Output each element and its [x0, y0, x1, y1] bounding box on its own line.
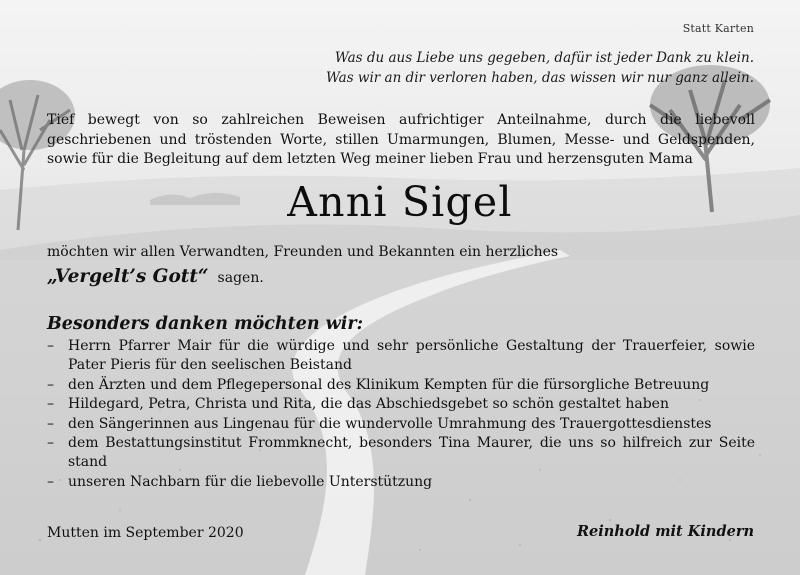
list-item	[47, 434, 755, 473]
list-item	[47, 395, 755, 414]
verse-line-2: Was wir an dir verloren haben, das wissen wir nur ganz allein.	[325, 70, 754, 86]
list-item-text: Hildegard, Petra, Christa und Rita, die das Abschiedsgebet so schön gestaltet haben	[68, 396, 669, 413]
list-item	[47, 473, 755, 492]
list-item-text: den Sängerinnen aus Lingenau für die wundervolle Umrahmung des Trauergottesdienstes	[68, 415, 712, 432]
list-item-text: dem Bestattungsinstitut Frommknecht, besonders Tina Maurer, die uns so hilfreich zur Seite stand	[68, 435, 755, 471]
deceased-name: Anni Sigel	[287, 178, 513, 226]
dash-bullet: –	[47, 376, 54, 393]
verse-line-1: Was du aus Liebe uns gegeben, dafür ist jeder Dank zu klein.	[334, 50, 754, 66]
place-date: Mutten im September 2020	[47, 525, 244, 541]
intro-paragraph: Tief bewegt von so zahlreichen Beweisen aufrichtiger Anteilnahme, durch die liebevoll geschriebenen und tröstenden Worte, stillen Umarmungen, Blumen, Messe- und Geldspenden, sowie für die Begleitung auf dem letzten Weg meiner lieben Frau und herzensguten Mama	[47, 112, 755, 168]
vergelts-gott-text: „Vergelt’s Gott“	[47, 266, 209, 287]
list-item-text: unseren Nachbarn für die liebevolle Unterstützung	[68, 473, 433, 490]
list-item	[47, 415, 755, 434]
statt-karten-note: Statt Karten	[682, 22, 754, 35]
list-item-text: den Ärzten und dem Pflegepersonal des Klinikum Kempten für die fürsorgliche Betreuung	[68, 376, 710, 393]
special-thanks-list	[47, 337, 755, 492]
dash-bullet: –	[47, 338, 54, 354]
sagen-text: sagen.	[217, 270, 264, 286]
special-thanks-heading: Besonders danken möchten wir:	[47, 314, 364, 334]
dash-bullet: –	[47, 473, 54, 490]
vergelt-line	[47, 266, 264, 287]
dash-bullet: –	[47, 396, 54, 413]
thanks-line: möchten wir allen Verwandten, Freunden und Bekannten ein herzliches	[47, 244, 559, 260]
dash-bullet: –	[47, 435, 54, 452]
signature: Reinhold mit Kindern	[576, 523, 754, 540]
dash-bullet: –	[47, 415, 54, 432]
list-item	[47, 337, 755, 376]
memorial-verse	[326, 48, 754, 88]
list-item	[47, 376, 755, 395]
list-item-text: Herrn Pfarrer Mair für die würdige und sehr persönliche Gestaltung der Trauerfeier, sowie Pater Pieris für den seelischen Beistand	[68, 338, 755, 374]
